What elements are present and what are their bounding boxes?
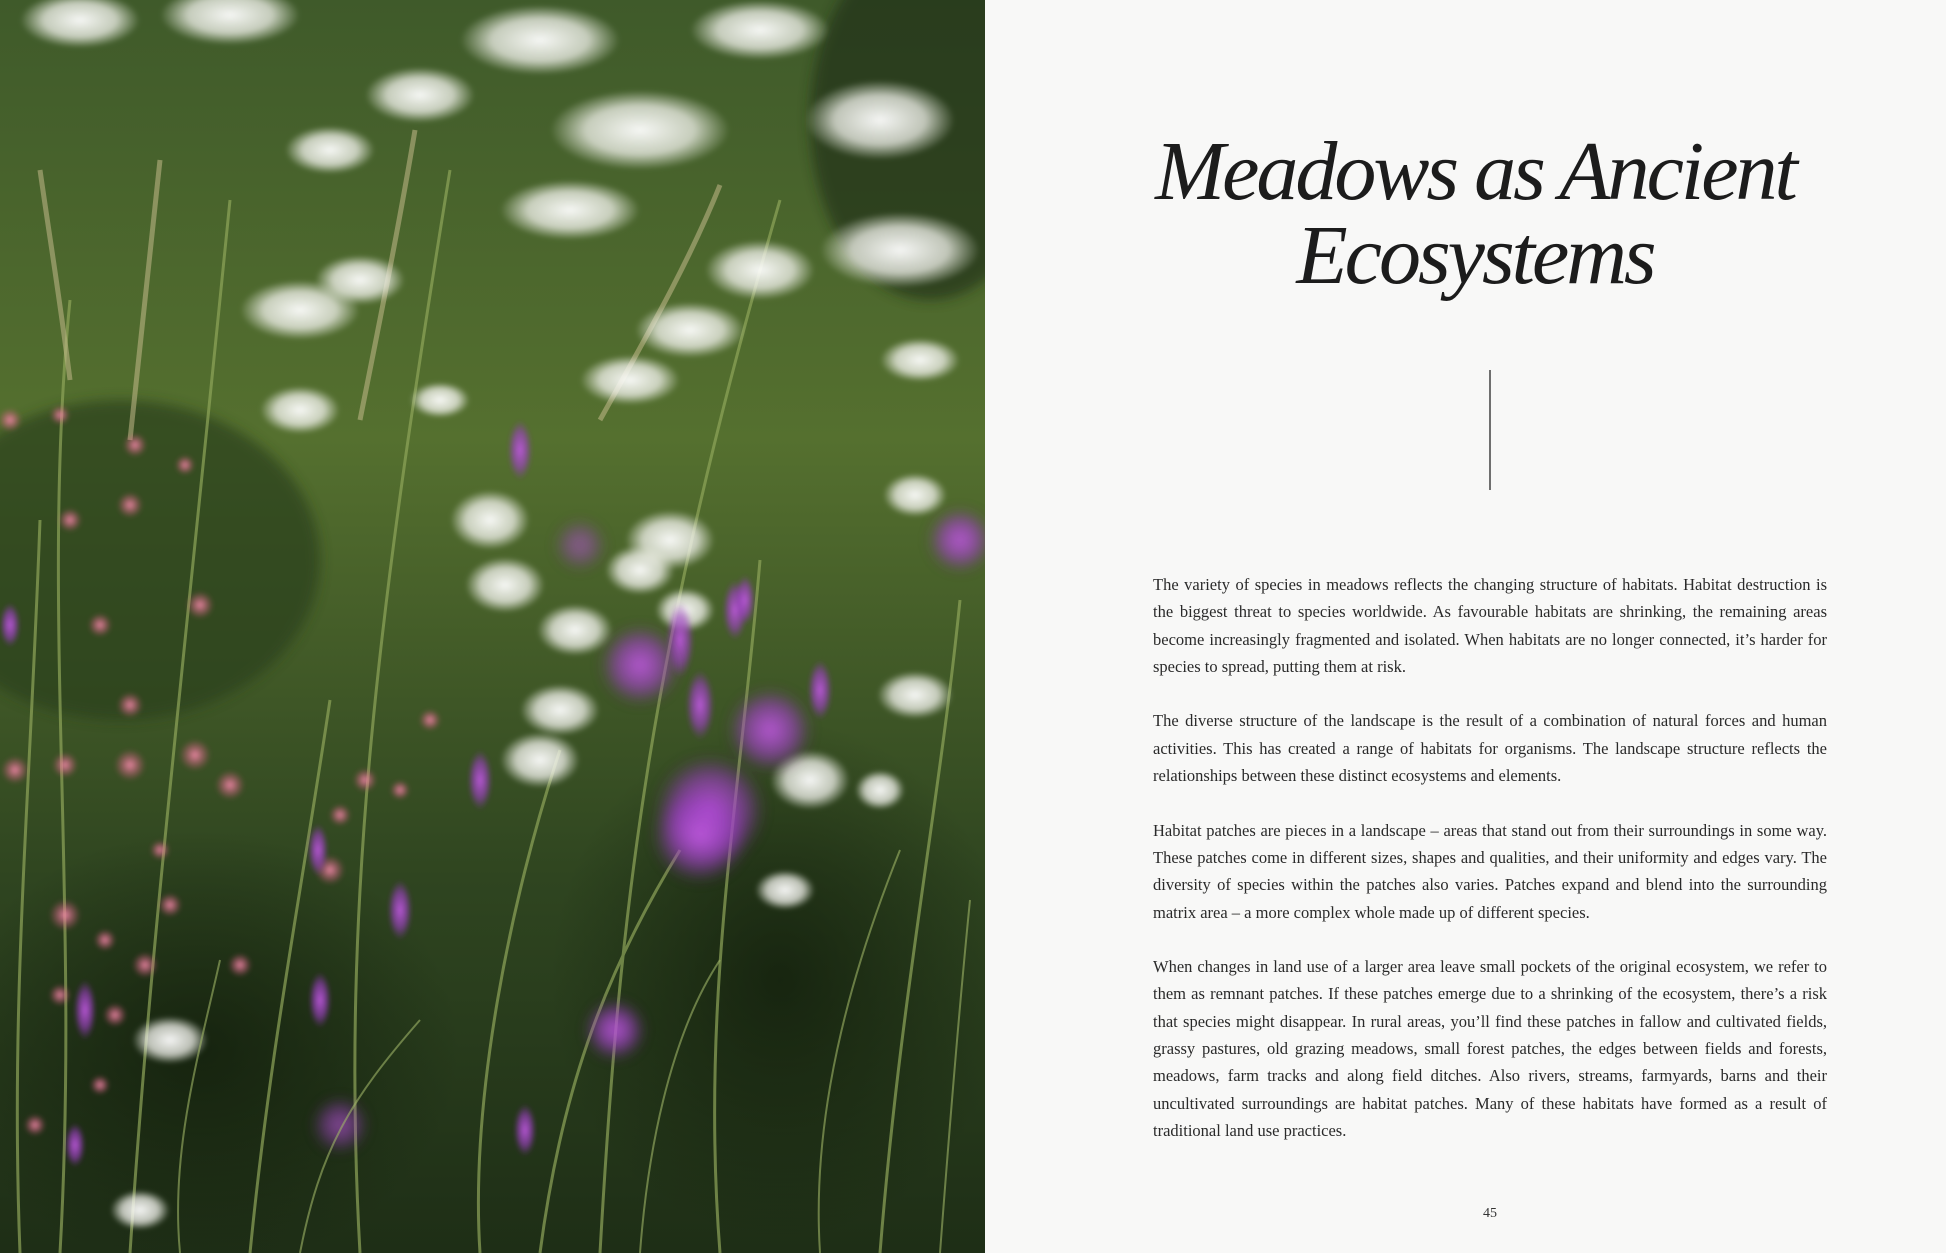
paragraph: The diverse structure of the landscape is the result of a combination of natural forces and human activities. This has created a range of habitats for organisms. The landscape structure reflects the relationships between these distinct ecosystems and elements. — [1153, 711, 1827, 786]
chapter-title-line-2: Ecosystems — [1296, 209, 1654, 302]
page-number: 45 — [1483, 1206, 1497, 1221]
paragraph: The variety of species in meadows reflects the changing structure of habitats. Habitat destruction is the biggest threat to species worldwide. As favourable habitats are shrinking, the remaining areas become increasingly fragmented and isolated. When habitats are no longer connected, it’s harder for species to spread, putting them at risk. — [1153, 575, 1827, 676]
body-text — [1153, 571, 1827, 1172]
vertical-divider — [1489, 370, 1491, 490]
text-page — [985, 0, 1946, 1253]
paragraph: When changes in land use of a larger area leave small pockets of the original ecosystem, we refer to them as remnant patches. If these patches emerge due to a shrinking of the ecosystem, there’s a risk that species might disappear. In rural areas, you’ll find these patches in fallow and cultivated fields, grassy pastures, old grazing meadows, small forest patches, the edges between fields and forests, meadows, farm tracks and along field ditches. Also rivers, streams, farmyards, barns and their uncultivated surroundings are habitat patches. Many of these habitats have formed as a result of traditional land use practices. — [1153, 957, 1827, 1140]
chapter-title — [1145, 125, 1805, 302]
paragraph: Habitat patches are pieces in a landscape – areas that stand out from their surroundings in some way. These patches come in different sizes, shapes and qualities, and their uniformity and edges vary. The diversity of species within the patches also varies. Patches expand and blend into the surrounding matrix area – a more complex whole made up of different species. — [1153, 820, 1827, 922]
chapter-title-line-1: Meadows as Ancient — [1155, 125, 1795, 218]
